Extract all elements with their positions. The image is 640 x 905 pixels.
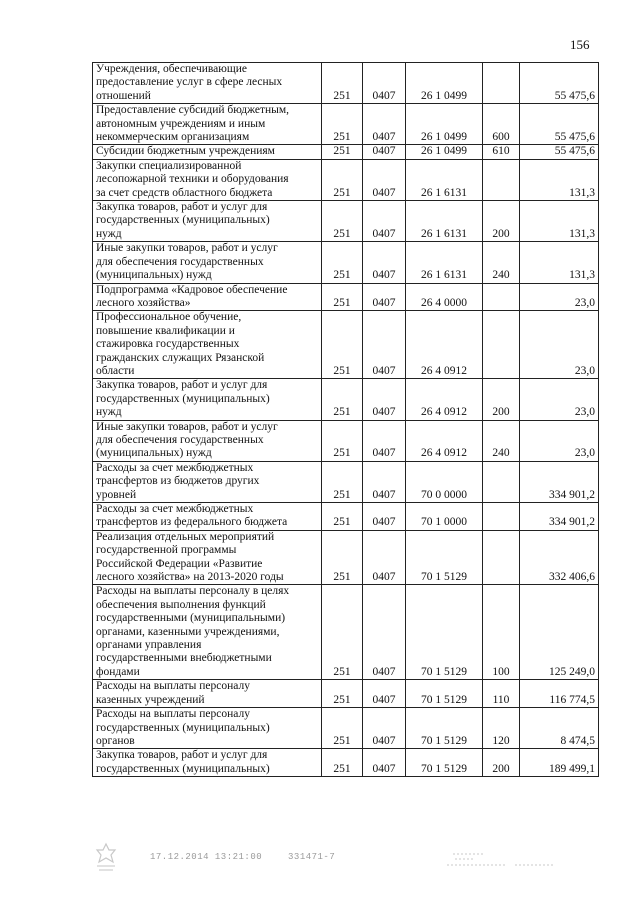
row-name-line: стажировка государственных xyxy=(96,338,240,351)
row-name-line: лесного хозяйства» xyxy=(96,296,191,309)
row-amount-cell: 334 901,2 xyxy=(520,461,599,502)
row-name-line: уровней xyxy=(96,488,137,501)
row-expense-type-cell: 100 xyxy=(483,585,520,680)
row-expense-type-cell: 200 xyxy=(483,379,520,420)
row-name-line: государственными внебюджетными xyxy=(96,652,272,665)
row-target-article-cell: 26 1 0499 xyxy=(406,63,483,104)
row-amount-cell: 131,3 xyxy=(520,159,599,200)
row-name-line: Иные закупки товаров, работ и услуг xyxy=(96,420,278,433)
row-ved-cell: 251 xyxy=(322,145,363,159)
row-ved-cell: 251 xyxy=(322,201,363,242)
row-section-cell: 0407 xyxy=(363,311,406,379)
row-name-cell xyxy=(93,242,322,283)
row-section-cell: 0407 xyxy=(363,379,406,420)
row-name-cell xyxy=(93,159,322,200)
row-ved-cell: 251 xyxy=(322,585,363,680)
table-row xyxy=(93,283,599,311)
row-name-line: Реализация отдельных мероприятий xyxy=(96,530,275,543)
row-name-line: автономным учреждениям и иным xyxy=(96,117,266,130)
footer-doc-code: 331471-7 xyxy=(288,852,336,862)
row-name-line: нужд xyxy=(96,406,122,419)
row-name-cell xyxy=(93,680,322,708)
table-row xyxy=(93,242,599,283)
row-ved-cell: 251 xyxy=(322,680,363,708)
row-name-line: Расходы на выплаты персоналу xyxy=(96,708,250,721)
row-name-line: государственных (муниципальных) xyxy=(96,721,270,734)
row-target-article-cell: 70 1 5129 xyxy=(406,749,483,777)
row-ved-cell: 251 xyxy=(322,311,363,379)
row-amount-cell: 334 901,2 xyxy=(520,503,599,531)
registration-stamp xyxy=(445,848,560,870)
row-amount-cell: 131,3 xyxy=(520,242,599,283)
row-ved-cell: 251 xyxy=(322,283,363,311)
row-name-line: органов xyxy=(96,734,135,747)
row-target-article-cell: 26 4 0912 xyxy=(406,420,483,461)
row-name-cell xyxy=(93,311,322,379)
row-name-line: (муниципальных) нужд xyxy=(96,269,212,282)
footer xyxy=(150,852,355,862)
row-name-line: Закупка товаров, работ и услуг для xyxy=(96,379,268,392)
row-ved-cell: 251 xyxy=(322,104,363,145)
row-expense-type-cell xyxy=(483,311,520,379)
table-row xyxy=(93,201,599,242)
row-amount-cell: 23,0 xyxy=(520,283,599,311)
row-expense-type-cell xyxy=(483,530,520,585)
footer-timestamp: 17.12.2014 13:21:00 xyxy=(150,852,263,862)
row-name-cell xyxy=(93,420,322,461)
budget-table-body xyxy=(93,63,599,777)
row-name-line: Учреждения, обеспечивающие xyxy=(96,63,247,75)
row-section-cell: 0407 xyxy=(363,63,406,104)
row-section-cell: 0407 xyxy=(363,145,406,159)
table-row xyxy=(93,503,599,531)
row-name-line: государственными (муниципальными) xyxy=(96,612,286,625)
row-name-line: Подпрограмма «Кадровое обеспечение xyxy=(96,283,288,296)
row-section-cell: 0407 xyxy=(363,749,406,777)
table-row xyxy=(93,145,599,159)
row-ved-cell: 251 xyxy=(322,503,363,531)
row-target-article-cell: 26 1 6131 xyxy=(406,201,483,242)
row-amount-cell: 23,0 xyxy=(520,379,599,420)
row-ved-cell: 251 xyxy=(322,159,363,200)
row-name-line: Расходы на выплаты персоналу xyxy=(96,680,250,693)
row-name-cell xyxy=(93,585,322,680)
row-section-cell: 0407 xyxy=(363,283,406,311)
table-row xyxy=(93,379,599,420)
row-name-line: государственных (муниципальных) xyxy=(96,214,270,227)
table-row xyxy=(93,680,599,708)
row-ved-cell: 251 xyxy=(322,461,363,502)
row-name-cell xyxy=(93,749,322,777)
row-name-line: области xyxy=(96,364,135,377)
row-name-line: Предоставление субсидий бюджетным, xyxy=(96,104,290,117)
row-amount-cell: 23,0 xyxy=(520,311,599,379)
row-name-line: Расходы на выплаты персоналу в целях xyxy=(96,585,290,598)
row-ved-cell: 251 xyxy=(322,63,363,104)
table-row xyxy=(93,749,599,777)
row-target-article-cell: 70 1 0000 xyxy=(406,503,483,531)
row-name-line: лесного хозяйства» на 2013-2020 годы xyxy=(96,571,284,584)
row-ved-cell: 251 xyxy=(322,420,363,461)
row-name-line: Расходы за счет межбюджетных xyxy=(96,503,254,515)
row-name-line: Субсидии бюджетным учреждениям xyxy=(96,145,275,158)
row-name-line: гражданских служащих Рязанской xyxy=(96,351,265,364)
row-amount-cell: 55 475,6 xyxy=(520,145,599,159)
row-amount-cell: 125 249,0 xyxy=(520,585,599,680)
row-name-cell xyxy=(93,461,322,502)
row-target-article-cell: 26 1 0499 xyxy=(406,104,483,145)
row-target-article-cell: 26 4 0912 xyxy=(406,311,483,379)
row-name-line: (муниципальных) нужд xyxy=(96,447,212,460)
row-name-line: государственных (муниципальных) xyxy=(96,762,270,775)
row-name-line: государственных (муниципальных) xyxy=(96,392,270,405)
row-name-line: трансфертов из бюджетов других xyxy=(96,475,260,488)
row-expense-type-cell xyxy=(483,503,520,531)
row-name-line: казенных учреждений xyxy=(96,693,205,706)
row-ved-cell: 251 xyxy=(322,749,363,777)
row-target-article-cell: 70 1 5129 xyxy=(406,680,483,708)
row-expense-type-cell xyxy=(483,63,520,104)
row-name-line: Профессиональное обучение, xyxy=(96,311,242,324)
row-name-cell xyxy=(93,63,322,104)
row-expense-type-cell: 120 xyxy=(483,708,520,749)
row-section-cell: 0407 xyxy=(363,104,406,145)
table-row xyxy=(93,63,599,104)
row-expense-type-cell: 600 xyxy=(483,104,520,145)
row-amount-cell: 55 475,6 xyxy=(520,104,599,145)
row-amount-cell: 55 475,6 xyxy=(520,63,599,104)
row-name-line: повышение квалификации и xyxy=(96,324,235,337)
row-section-cell: 0407 xyxy=(363,461,406,502)
row-name-cell xyxy=(93,283,322,311)
row-name-line: Закупка товаров, работ и услуг для xyxy=(96,201,268,214)
row-section-cell: 0407 xyxy=(363,503,406,531)
row-name-cell xyxy=(93,104,322,145)
row-name-line: некоммерческим организациям xyxy=(96,131,250,144)
row-amount-cell: 131,3 xyxy=(520,201,599,242)
row-name-line: органами управления xyxy=(96,639,202,652)
row-amount-cell: 23,0 xyxy=(520,420,599,461)
stamp-mark xyxy=(93,842,119,872)
row-amount-cell: 116 774,5 xyxy=(520,680,599,708)
row-name-line: Расходы за счет межбюджетных xyxy=(96,461,254,474)
row-target-article-cell: 70 1 5129 xyxy=(406,708,483,749)
page-number: 156 xyxy=(570,37,590,52)
row-target-article-cell: 26 1 0499 xyxy=(406,145,483,159)
table-row xyxy=(93,461,599,502)
row-expense-type-cell: 240 xyxy=(483,242,520,283)
row-expense-type-cell: 610 xyxy=(483,145,520,159)
row-name-line: лесопожарной техники и оборудования xyxy=(96,173,289,186)
row-name-cell xyxy=(93,503,322,531)
row-name-line: Иные закупки товаров, работ и услуг xyxy=(96,242,278,255)
row-name-cell xyxy=(93,201,322,242)
row-expense-type-cell xyxy=(483,283,520,311)
table-row xyxy=(93,159,599,200)
row-target-article-cell: 70 1 5129 xyxy=(406,585,483,680)
row-name-line: Закупка товаров, работ и услуг для xyxy=(96,749,268,762)
row-section-cell: 0407 xyxy=(363,201,406,242)
row-target-article-cell: 26 4 0912 xyxy=(406,379,483,420)
row-name-line: для обеспечения государственных xyxy=(96,433,264,446)
row-name-line: нужд xyxy=(96,227,122,240)
row-amount-cell: 189 499,1 xyxy=(520,749,599,777)
row-name-line: Российской Федерации «Развитие xyxy=(96,557,263,570)
row-name-line: за счет средств областного бюджета xyxy=(96,186,273,199)
row-target-article-cell: 26 1 6131 xyxy=(406,242,483,283)
row-expense-type-cell: 240 xyxy=(483,420,520,461)
row-amount-cell: 8 474,5 xyxy=(520,708,599,749)
row-section-cell: 0407 xyxy=(363,420,406,461)
table-row xyxy=(93,311,599,379)
table-row xyxy=(93,104,599,145)
row-ved-cell: 251 xyxy=(322,708,363,749)
row-target-article-cell: 26 4 0000 xyxy=(406,283,483,311)
row-name-line: обеспечения выполнения функций xyxy=(96,598,266,611)
table-row xyxy=(93,585,599,680)
row-name-line: органами, казенными учреждениями, xyxy=(96,625,280,638)
row-ved-cell: 251 xyxy=(322,242,363,283)
table-row xyxy=(93,708,599,749)
row-name-line: предоставление услуг в сфере лесных xyxy=(96,76,283,89)
budget-table xyxy=(92,62,599,777)
row-expense-type-cell: 200 xyxy=(483,749,520,777)
row-name-line: трансфертов из федерального бюджета xyxy=(96,516,288,529)
row-target-article-cell: 70 0 0000 xyxy=(406,461,483,502)
row-name-line: Закупки специализированной xyxy=(96,159,242,172)
row-section-cell: 0407 xyxy=(363,680,406,708)
row-name-cell xyxy=(93,379,322,420)
row-name-cell xyxy=(93,145,322,159)
row-target-article-cell: 70 1 5129 xyxy=(406,530,483,585)
row-name-line: отношений xyxy=(96,89,151,102)
row-section-cell: 0407 xyxy=(363,159,406,200)
table-row xyxy=(93,530,599,585)
row-expense-type-cell: 110 xyxy=(483,680,520,708)
row-name-line: государственной программы xyxy=(96,544,237,557)
row-name-cell xyxy=(93,530,322,585)
row-expense-type-cell xyxy=(483,461,520,502)
row-section-cell: 0407 xyxy=(363,530,406,585)
row-name-line: для обеспечения государственных xyxy=(96,255,264,268)
row-ved-cell: 251 xyxy=(322,530,363,585)
row-expense-type-cell xyxy=(483,159,520,200)
row-ved-cell: 251 xyxy=(322,379,363,420)
row-section-cell: 0407 xyxy=(363,585,406,680)
row-amount-cell: 332 406,6 xyxy=(520,530,599,585)
row-name-cell xyxy=(93,708,322,749)
row-section-cell: 0407 xyxy=(363,708,406,749)
row-section-cell: 0407 xyxy=(363,242,406,283)
row-name-line: фондами xyxy=(96,665,140,678)
row-expense-type-cell: 200 xyxy=(483,201,520,242)
table-row xyxy=(93,420,599,461)
row-target-article-cell: 26 1 6131 xyxy=(406,159,483,200)
